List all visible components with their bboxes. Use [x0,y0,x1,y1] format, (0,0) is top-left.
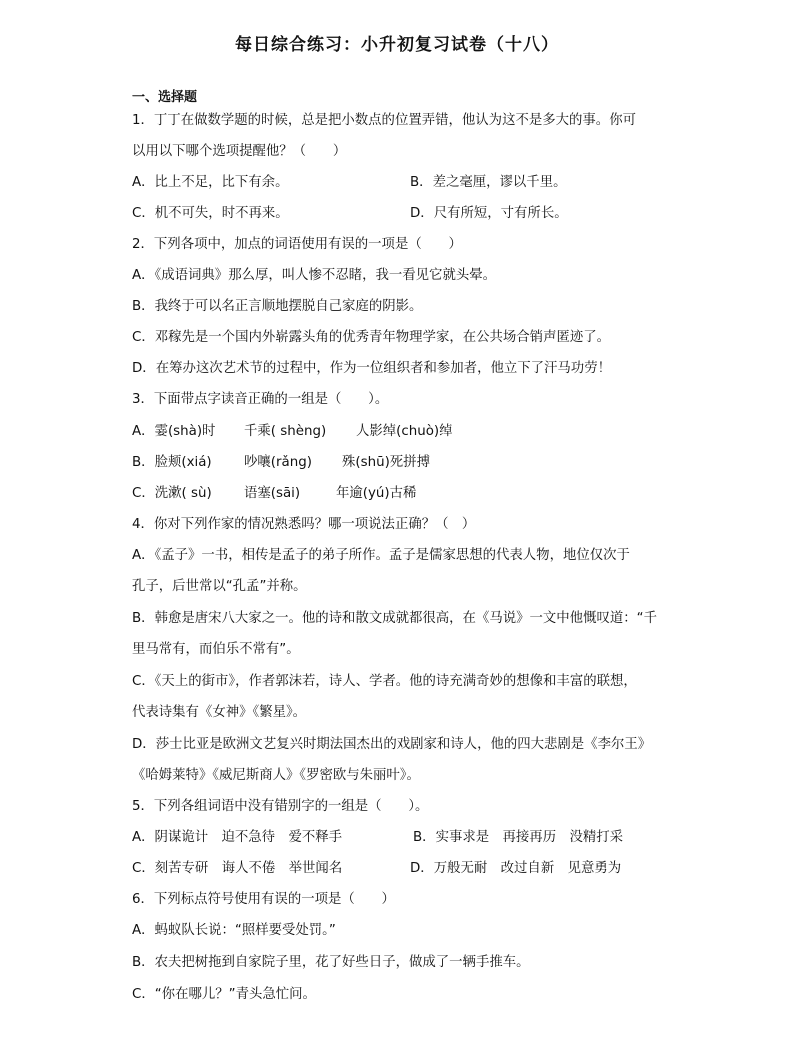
option: 年逾(yú)古稀 [336,486,417,501]
option: D．莎士比亚是欧洲文艺复兴时期法国杰出的戏剧家和诗人，他的四大悲剧是《李尔王》 [132,737,652,752]
option: 千乘( shèng) [244,424,327,439]
option: C．机不可失，时不再来。 [132,206,289,221]
option: C．《天上的街市》，作者郭沫若，诗人、学者。他的诗充满奇妙的想像和丰富的联想， [132,674,637,689]
option: D．在筹办这次艺术节的过程中，作为一位组织者和参加者，他立下了汗马功劳！ [132,361,611,376]
question-stem: 3．下面带点字读音正确的一组是（ ）。 [132,392,389,407]
option: A．蚂蚁队长说：“照样要受处罚。” [132,923,336,938]
option: A．霎(shà)时 [132,424,216,439]
question-stem: 5．下列各组词语中没有错别字的一组是（ ）。 [132,799,429,814]
option: 殊(shū)死拼搏 [342,455,430,470]
option: B．差之毫厘，谬以千里。 [410,175,567,190]
option: 人影绰(chuò)绰 [356,424,453,439]
question-stem: 2．下列各项中，加点的词语使用有误的一项是（ ） [132,237,462,252]
page-title: 每日综合练习：小升初复习试卷（十八） [235,35,559,55]
option: D．尺有所短，寸有所长。 [410,206,568,221]
option: C．邓稼先是一个国内外崭露头角的优秀青年物理学家，在公共场合销声匿迹了。 [132,330,611,345]
option: D．万般无耐 改过自新 见意勇为 [410,861,622,876]
question-stem: 6．下列标点符号使用有误的一项是（ ） [132,892,395,907]
option: 语塞(sāi) [244,486,301,501]
option: B．我终于可以名正言顺地摆脱自己家庭的阴影。 [132,299,423,314]
option: C．刻苦专研 诲人不倦 举世闻名 [132,861,343,876]
option: B．实事求是 再接再历 没精打采 [413,830,624,845]
option: B．脸颊(xiá) [132,455,212,470]
question-stem: 4．你对下列作家的情况熟悉吗？哪一项说法正确？（ ） [132,517,476,532]
option: 吵嚷(rǎng) [244,455,312,470]
option: A．阴谋诡计 迫不急待 爱不释手 [132,830,343,845]
option: 孔子，后世常以“孔孟”并称。 [132,579,307,594]
option: B．韩愈是唐宋八大家之一。他的诗和散文成就都很高，在《马说》一文中他慨叹道：“千 [132,611,657,626]
option: A．《孟子》一书，相传是孟子的弟子所作。孟子是儒家思想的代表人物，地位仅次于 [132,548,630,563]
option: 《哈姆莱特》《威尼斯商人》《罗密欧与朱丽叶》。 [132,768,420,783]
option: C．洗漱( sù) [132,486,212,501]
option: 代表诗集有《女神》《繁星》。 [132,705,307,720]
question-stem: 1．丁丁在做数学题的时候，总是把小数点的位置弄错，他认为这不是多大的事。你可 [132,113,636,128]
section-heading: 一、选择题 [132,90,198,105]
question-stem: 以用以下哪个选项提醒他？（ ） [132,144,347,159]
option: A．《成语词典》那么厚，叫人惨不忍睹，我一看见它就头晕。 [132,268,497,283]
option: A．比上不足，比下有余。 [132,175,289,190]
option: C．“你在哪儿？”青头急忙问。 [132,987,316,1002]
option: B．农夫把树拖到自家院子里，花了好些日子，做成了一辆手推车。 [132,955,530,970]
option: 里马常有，而伯乐不常有”。 [132,642,300,657]
